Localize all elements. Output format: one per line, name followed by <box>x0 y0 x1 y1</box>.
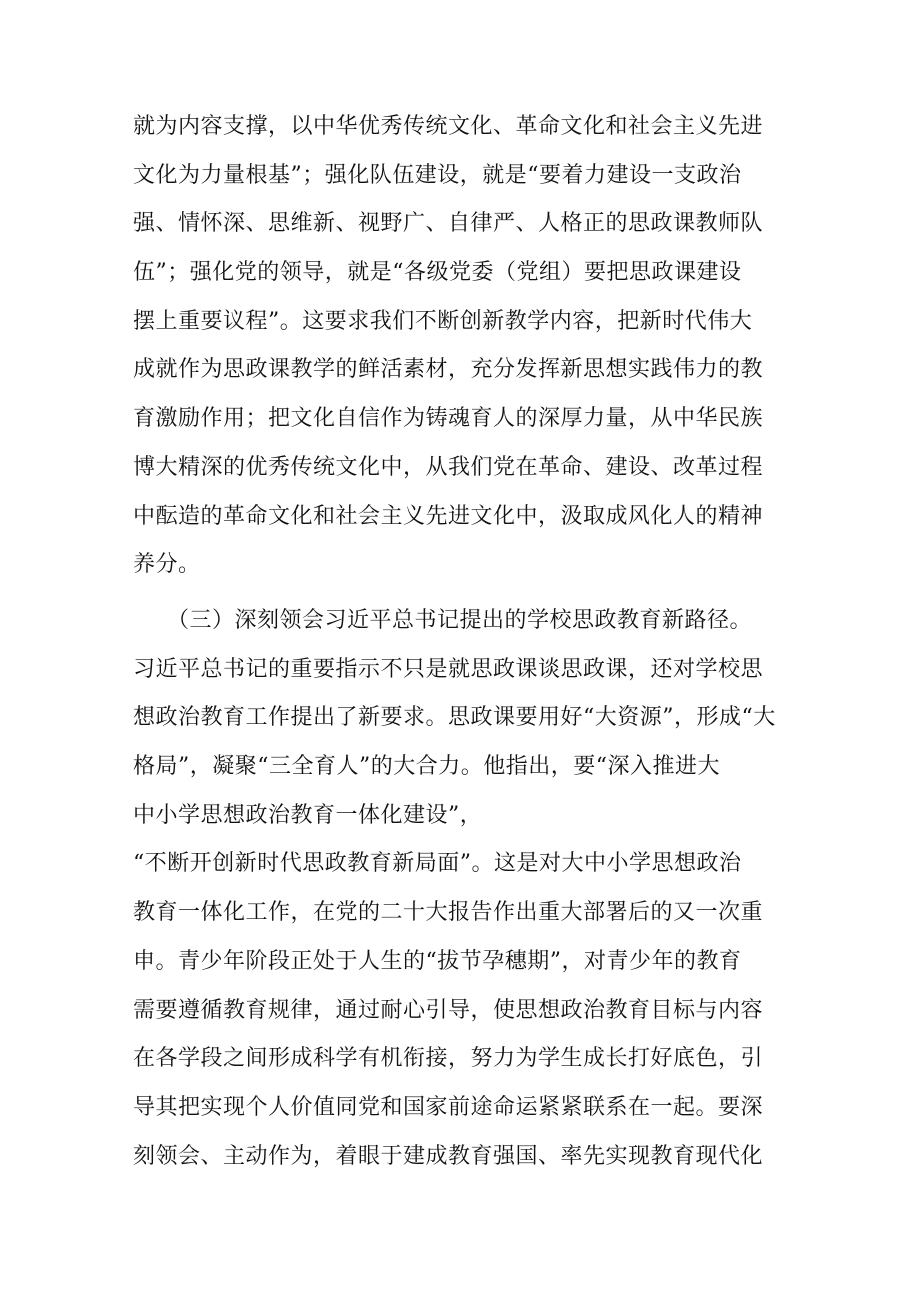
paragraph-line: 习近平总书记的重要指示不只是就思政课谈思政课，还对学校思 <box>133 656 764 682</box>
paragraph-1 <box>133 103 793 590</box>
paragraph-line: 想政治教育工作提出了新要求。思政课要用好“大资源”，形成“大 <box>133 705 776 731</box>
paragraph-line: 育激励作用；把文化自信作为铸魂育人的深厚力量，从中华民族 <box>133 406 764 432</box>
paragraph-line: 刻领会、主动作为，着眼于建成教育强国、率先实现教育现代化 <box>133 1143 764 1169</box>
paragraph-line: 申。青少年阶段正处于人生的“拔节孕穗期”，对青少年的教育 <box>133 948 742 974</box>
paragraph-line: 博大精深的优秀传统文化中，从我们党在革命、建设、改革过程 <box>133 454 764 480</box>
paragraph-line: 就为内容支撑，以中华优秀传统文化、革命文化和社会主义先进 <box>133 114 764 139</box>
paragraph-line: “不断开创新时代思政教育新局面”。这是对大中小学思想政治 <box>133 851 742 877</box>
paragraph-line: 文化为力量根基”；强化队伍建设，就是“要着力建设一支政治 <box>133 162 742 188</box>
paragraph-2 <box>133 597 793 1181</box>
paragraph-line: 养分。 <box>133 552 201 578</box>
paragraph-line: 摆上重要议程”。这要求我们不断创新教学内容，把新时代伟大 <box>133 308 753 334</box>
paragraph-line: 需要遵循教育规律，通过耐心引导，使思想政治教育目标与内容 <box>133 997 764 1023</box>
paragraph-line: 导其把实现个人价值同党和国家前途命运紧紧联系在一起。要深 <box>133 1094 764 1120</box>
paragraph-line: 在各学段之间形成科学有机衔接，努力为学生成长打好底色，引 <box>133 1046 764 1072</box>
paragraph-line: 中酝造的革命文化和社会主义先进文化中，汲取成风化人的精神 <box>133 503 764 529</box>
paragraph-line: 伍”；强化党的领导，就是“各级党委（党组）要把思政课建设 <box>133 260 742 286</box>
paragraph-line: 教育一体化工作，在党的二十大报告作出重大部署后的又一次重 <box>133 900 764 926</box>
paragraph-line: 强、情怀深、思维新、视野广、自律严、人格正的思政课教师队 <box>133 211 764 237</box>
paragraph-line: 成就作为思政课教学的鲜活素材，充分发挥新思想实践伟力的教 <box>133 357 764 383</box>
paragraph-line: 中小学思想政治教育一体化建设”， <box>133 802 483 828</box>
paragraph-line: 格局”，凝聚“三全育人”的大合力。他指出，要“深入推进大 <box>133 754 720 780</box>
section-heading-line: （三）深刻领会习近平总书记提出的学校思政教育新路径。 <box>133 608 753 633</box>
